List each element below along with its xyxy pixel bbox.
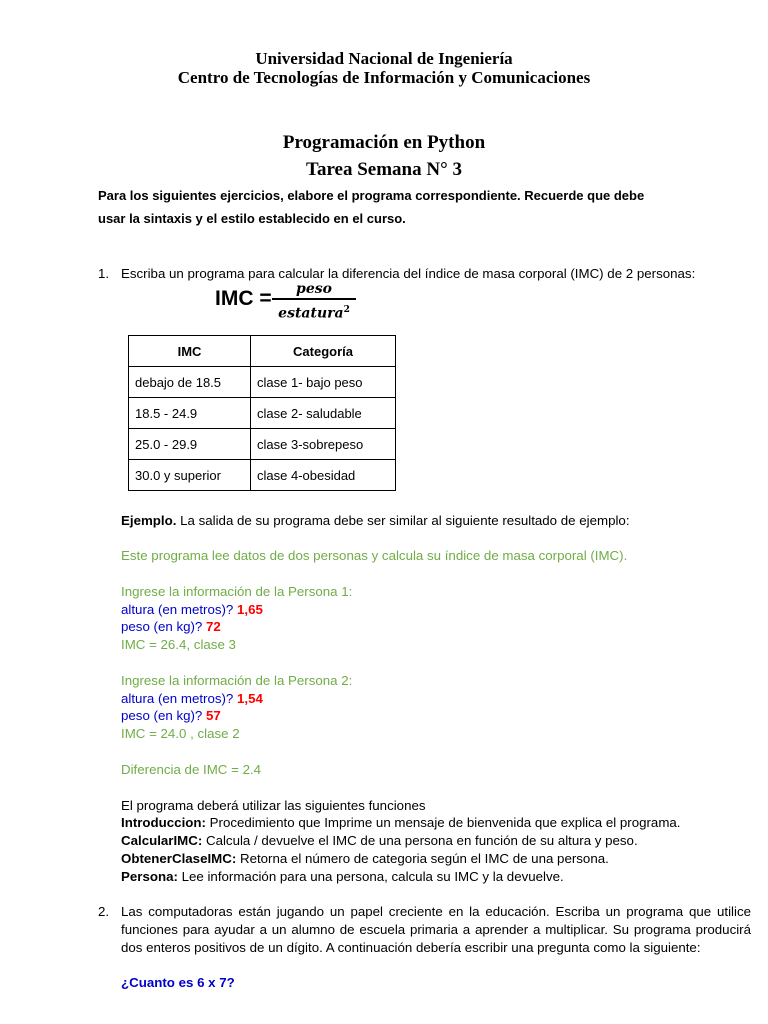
example-line xyxy=(121,512,630,529)
assignment-title: Tarea Semana N° 3 xyxy=(306,159,462,180)
exercise-2-number: 2. xyxy=(98,904,110,919)
table-cell: debajo de 18.5 xyxy=(129,367,251,398)
table-cell: clase 3-sobrepeso xyxy=(251,429,396,460)
function-item xyxy=(121,868,564,885)
functions-intro: El programa deberá utilizar las siguientes funciones xyxy=(121,798,426,813)
table-row xyxy=(129,429,396,460)
function-name: CalcularIMC: xyxy=(121,833,203,848)
function-name: Introduccion: xyxy=(121,815,206,830)
exercise-2-question: ¿Cuanto es 6 x 7? xyxy=(121,975,235,990)
output-person-2-height xyxy=(121,690,263,707)
function-name: Persona: xyxy=(121,869,178,884)
denominator-exponent: 2 xyxy=(343,304,350,315)
formula-lhs: IMC = xyxy=(215,287,272,310)
formula-denominator xyxy=(272,302,356,322)
output-person-2-result: IMC = 24.0 , clase 2 xyxy=(121,726,240,741)
function-item xyxy=(121,832,638,849)
example-text: La salida de su programa debe ser similar al siguiente resultado de ejemplo: xyxy=(176,513,630,528)
output-person-1-header: Ingrese la información de la Persona 1: xyxy=(121,584,353,599)
table-cell: 25.0 - 29.9 xyxy=(129,429,251,460)
height-value: 1,54 xyxy=(237,691,263,706)
table-cell: 18.5 - 24.9 xyxy=(129,398,251,429)
weight-value: 57 xyxy=(206,708,221,723)
output-person-2-weight xyxy=(121,707,221,724)
function-item xyxy=(121,814,680,831)
example-label: Ejemplo. xyxy=(121,513,177,528)
formula-numerator: peso xyxy=(296,281,332,297)
height-value: 1,65 xyxy=(237,602,263,617)
table-header-imc: IMC xyxy=(129,336,251,367)
weight-prompt: peso (en kg)? xyxy=(121,708,207,723)
height-prompt: altura (en metros)? xyxy=(121,691,238,706)
table-cell: clase 1- bajo peso xyxy=(251,367,396,398)
table-cell: 30.0 y superior xyxy=(129,460,251,491)
function-desc: Lee información para una persona, calcula su IMC y la devuelve. xyxy=(177,869,564,884)
exercise-1-statement: Escriba un programa para calcular la diferencia del índice de masa corporal (IMC) de 2 personas: xyxy=(121,266,696,281)
course-title: Programación en Python xyxy=(282,132,486,153)
table-row xyxy=(129,460,396,491)
output-person-1-weight xyxy=(121,618,221,635)
table-row xyxy=(129,367,396,398)
function-desc: Retorna el número de categoria según el IMC de una persona. xyxy=(236,851,609,866)
output-difference: Diferencia de IMC = 2.4 xyxy=(121,762,262,777)
intro-line-2: usar la sintaxis y el estilo establecido en el curso. xyxy=(98,211,406,226)
imc-category-table xyxy=(128,335,396,491)
function-desc: Calcula / devuelve el IMC de una persona en función de su altura y peso. xyxy=(202,833,638,848)
weight-value: 72 xyxy=(206,619,221,634)
function-desc: Procedimiento que Imprime un mensaje de bienvenida que explica el programa. xyxy=(205,815,681,830)
table-row xyxy=(129,398,396,429)
output-person-1-result: IMC = 26.4, clase 3 xyxy=(121,637,236,652)
center-name: Centro de Tecnologías de Información y Comunicaciones xyxy=(177,68,591,87)
output-intro: Este programa lee datos de dos personas y calcula su índice de masa corporal (IMC). xyxy=(121,548,628,563)
university-name: Universidad Nacional de Ingeniería xyxy=(255,49,513,68)
function-item xyxy=(121,850,609,867)
table-cell: clase 2- saludable xyxy=(251,398,396,429)
fraction-bar xyxy=(272,298,356,300)
weight-prompt: peso (en kg)? xyxy=(121,619,207,634)
table-cell: clase 4-obesidad xyxy=(251,460,396,491)
exercise-2-statement: Las computadoras están jugando un papel creciente en la educación. Escriba un programa que utilice funciones para ayudar a un alumno de escuela primaria a aprender a multiplicar. Su programa producirá dos enteros positivos de un dígito. A continuación debería escribir una pregunta como la siguiente: xyxy=(121,904,751,955)
formula-fraction xyxy=(272,281,356,321)
table-header-category: Categoría xyxy=(251,336,396,367)
output-person-1-height xyxy=(121,601,263,618)
function-name: ObtenerClaseIMC: xyxy=(121,851,237,866)
height-prompt: altura (en metros)? xyxy=(121,602,238,617)
table-header-row xyxy=(129,336,396,367)
exercise-1-number: 1. xyxy=(98,266,110,281)
denominator-text: estatura xyxy=(278,305,344,322)
intro-line-1: Para los siguientes ejercicios, elabore el programa correspondiente. Recuerde que debe xyxy=(98,188,645,203)
output-person-2-header: Ingrese la información de la Persona 2: xyxy=(121,673,353,688)
